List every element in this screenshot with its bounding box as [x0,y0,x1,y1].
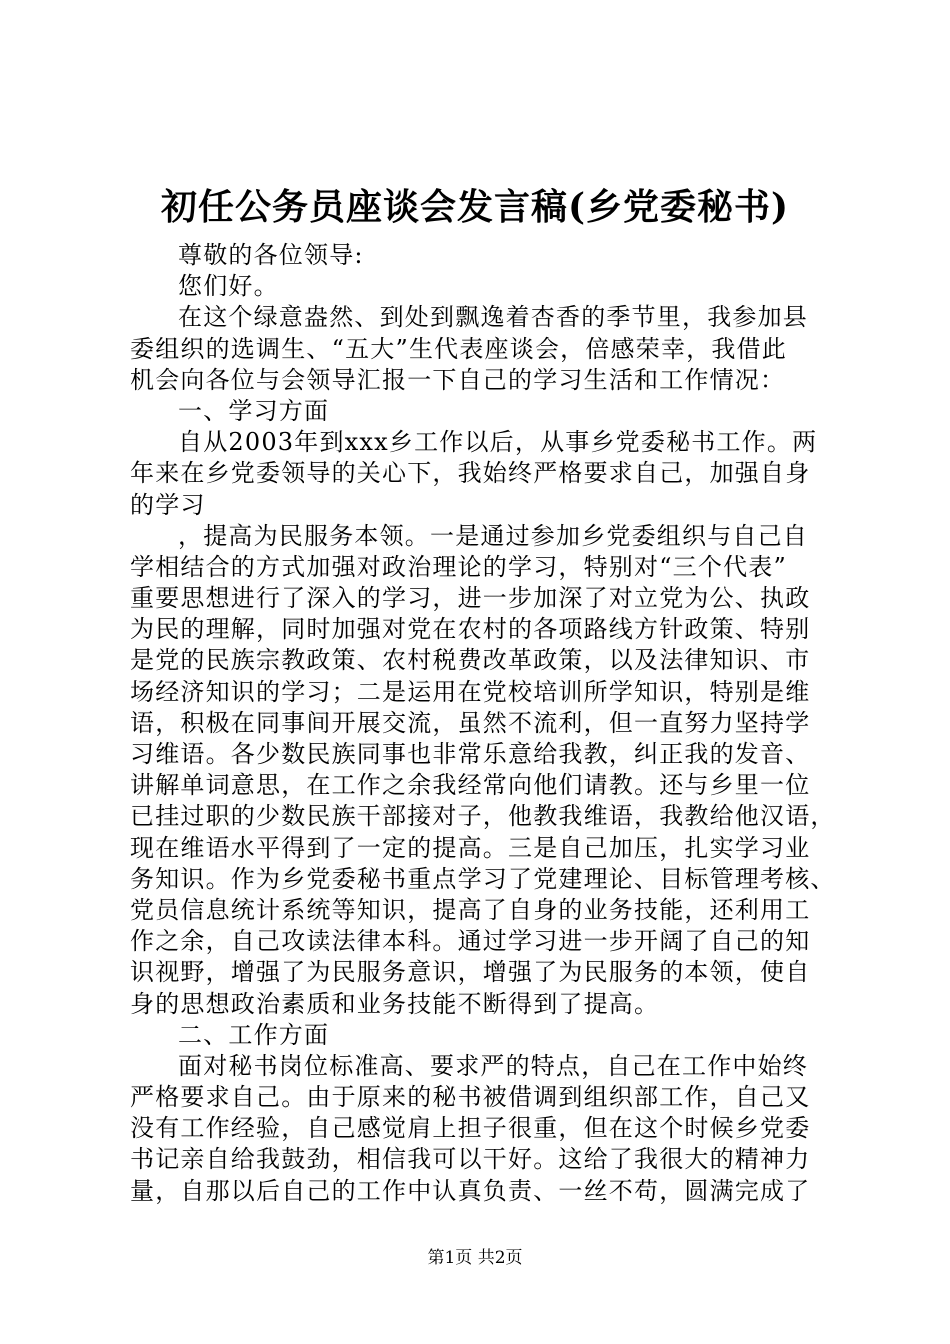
document-body [130,240,836,1207]
paragraph-line: 学相结合的方式加强对政治理论的学习，特别对“三个代表” [130,552,787,581]
paragraph-line: 的学习 [130,490,206,519]
paragraph-line: 重要思想进行了深入的学习，进一步加深了对立党为公、执政 [130,584,811,613]
paragraph-line: 务知识。作为乡党委秘书重点学习了党建理论、目标管理考核、 [130,864,836,893]
paragraph-line: ，提高为民服务本领。一是通过参加乡党委组织与自己自 [178,521,808,550]
greeting: 您们好。 [178,272,279,301]
paragraph-line: 在这个绿意盎然、到处到飘逸着杏香的季节里，我参加县 [178,303,808,332]
paragraph-line: 面对秘书岗位标准高、要求严的特点，自己在工作中始终 [178,1051,808,1080]
paragraph-line: 党员信息统计系统等知识，提高了自身的业务技能，还利用工 [130,895,811,924]
paragraph-line: 场经济知识的学习；二是运用在党校培训所学知识，特别是维 [130,677,811,706]
paragraph-line: 机会向各位与会领导汇报一下自己的学习生活和工作情况： [130,365,786,394]
document-title: 初任公务员座谈会发言稿(乡党委秘书) [160,186,790,228]
section-heading-study: 一、学习方面 [178,396,330,425]
paragraph-line: 语，积极在同事间开展交流，虽然不流利，但一直努力坚持学 [130,708,811,737]
paragraph-line: 自从2003年到xxx乡工作以后，从事乡党委秘书工作。两 [178,428,818,457]
paragraph-line: 严格要求自己。由于原来的秘书被借调到组织部工作，自己又 [130,1083,811,1112]
paragraph-line: 为民的理解，同时加强对党在农村的各项路线方针政策、特别 [130,615,811,644]
paragraph-line: 已挂过职的少数民族干部接对子，他教我维语，我教给他汉语， [130,802,836,831]
paragraph-line: 委组织的选调生、“五大”生代表座谈会，倍感荣幸，我借此 [130,334,787,363]
paragraph-line: 量，自那以后自己的工作中认真负责、一丝不苟，圆满完成了 [130,1176,811,1205]
paragraph-line: 年来在乡党委领导的关心下，我始终严格要求自己，加强自身 [130,459,811,488]
salutation: 尊敬的各位领导: [178,241,364,269]
paragraph-line: 作之余，自己攻读法律本科。通过学习进一步开阔了自己的知 [130,927,811,956]
paragraph-line: 没有工作经验，自己感觉肩上担子很重，但在这个时候乡党委 [130,1114,811,1143]
section-heading-work: 二、工作方面 [178,1020,330,1049]
paragraph-line: 现在维语水平得到了一定的提高。三是自己加压，扎实学习业 [130,833,811,862]
paragraph-line: 习维语。各少数民族同事也非常乐意给我教，纠正我的发音、 [130,740,811,768]
paragraph-line: 识视野，增强了为民服务意识，增强了为民服务的本领，使自 [130,958,811,987]
paragraph-line: 讲解单词意思，在工作之余我经常向他们请教。还与乡里一位 [130,771,811,800]
paragraph-line: 身的思想政治素质和业务技能不断得到了提高。 [130,989,660,1018]
paragraph-line: 是党的民族宗教政策、农村税费改革政策，以及法律知识、市 [130,646,811,675]
page-number-footer: 第1页 共2页 [427,1248,523,1268]
paragraph-line: 书记亲自给我鼓劲，相信我可以干好。这给了我很大的精神力 [130,1145,811,1174]
